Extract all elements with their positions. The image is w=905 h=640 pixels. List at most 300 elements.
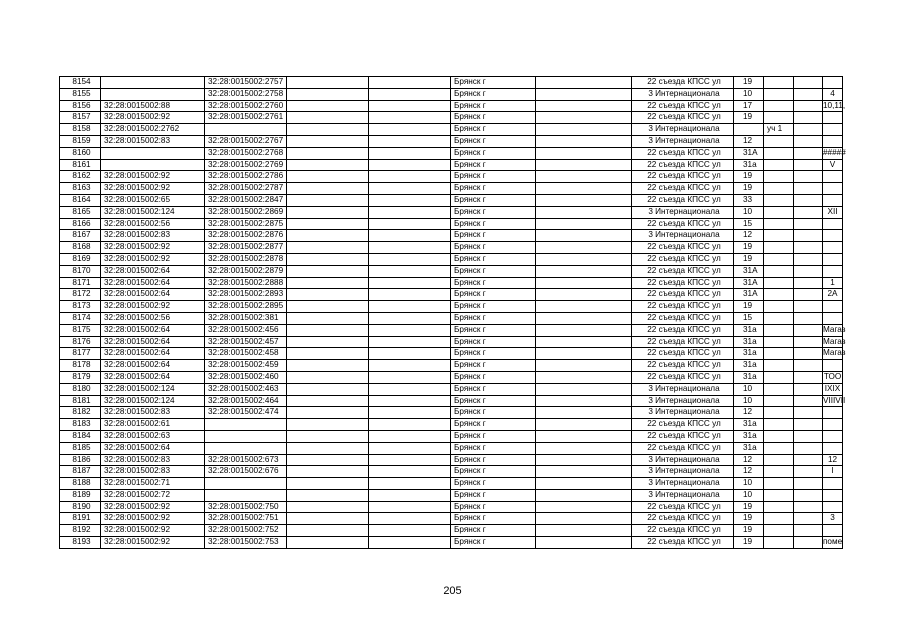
cell-col-11 [794, 489, 823, 501]
table-row [60, 265, 843, 277]
cell-house: 19 [734, 112, 764, 124]
cell-col-11 [794, 253, 823, 265]
cell-col-5 [369, 218, 451, 230]
cell-land-cadastral-number: 32:28:0015002:83 [101, 230, 205, 242]
cell-land-cadastral-number: 32:28:0015002:64 [101, 277, 205, 289]
cell-street: 22 съезда КПСС ул [632, 348, 734, 360]
cell-col-4 [287, 407, 369, 419]
cell-col-5 [369, 360, 451, 372]
cell-col-11 [794, 277, 823, 289]
cell-object-cadastral-number: 32:28:0015002:2893 [205, 289, 287, 301]
cell-house: 10 [734, 395, 764, 407]
cell-col-11 [794, 124, 823, 136]
table-row [60, 466, 843, 478]
cell-col-4 [287, 100, 369, 112]
cell-sub-unit [764, 537, 794, 549]
cell-premises [823, 430, 843, 442]
cell-col-4 [287, 218, 369, 230]
cell-col-7 [536, 183, 632, 195]
cell-house: 31а [734, 324, 764, 336]
cell-house: 12 [734, 466, 764, 478]
cell-house: 12 [734, 230, 764, 242]
cell-premises [823, 218, 843, 230]
cell-col-11 [794, 183, 823, 195]
cell-street: 3 Интернационала [632, 135, 734, 147]
cell-sub-unit [764, 194, 794, 206]
cell-sub-unit [764, 348, 794, 360]
cell-house: 19 [734, 253, 764, 265]
cell-city: Брянск г [451, 513, 536, 525]
cell-object-cadastral-number [205, 489, 287, 501]
cell-col-7 [536, 501, 632, 513]
cell-col-4 [287, 430, 369, 442]
cell-street: 22 съезда КПСС ул [632, 112, 734, 124]
cell-premises: ТОО [823, 371, 843, 383]
cell-object-cadastral-number: 32:28:0015002:673 [205, 454, 287, 466]
cell-land-cadastral-number: 32:28:0015002:64 [101, 289, 205, 301]
cell-land-cadastral-number: 32:28:0015002:83 [101, 407, 205, 419]
cell-street: 22 съезда КПСС ул [632, 371, 734, 383]
cell-land-cadastral-number: 32:28:0015002:64 [101, 324, 205, 336]
cell-col-4 [287, 454, 369, 466]
cell-col-4 [287, 112, 369, 124]
cell-row-number: 8180 [60, 383, 101, 395]
cell-city: Брянск г [451, 419, 536, 431]
cell-sub-unit [764, 277, 794, 289]
cell-city: Брянск г [451, 218, 536, 230]
cell-col-7 [536, 124, 632, 136]
cell-land-cadastral-number: 32:28:0015002:83 [101, 466, 205, 478]
cell-col-5 [369, 324, 451, 336]
cell-land-cadastral-number: 32:28:0015002:92 [101, 183, 205, 195]
cell-col-5 [369, 230, 451, 242]
cell-land-cadastral-number: 32:28:0015002:92 [101, 171, 205, 183]
cell-col-7 [536, 230, 632, 242]
cell-premises [823, 478, 843, 490]
table-row [60, 253, 843, 265]
cell-house: 31а [734, 442, 764, 454]
cell-house: 31а [734, 430, 764, 442]
cell-city: Брянск г [451, 501, 536, 513]
cell-house: 12 [734, 454, 764, 466]
cell-col-5 [369, 135, 451, 147]
cell-col-7 [536, 206, 632, 218]
cell-object-cadastral-number [205, 442, 287, 454]
cell-col-11 [794, 395, 823, 407]
cell-sub-unit [764, 442, 794, 454]
cell-city: Брянск г [451, 171, 536, 183]
cell-col-5 [369, 147, 451, 159]
cell-col-4 [287, 88, 369, 100]
cell-land-cadastral-number: 32:28:0015002:64 [101, 442, 205, 454]
cell-row-number: 8178 [60, 360, 101, 372]
cell-house: 19 [734, 242, 764, 254]
table-row [60, 312, 843, 324]
cell-city: Брянск г [451, 88, 536, 100]
cell-house: 19 [734, 183, 764, 195]
cell-col-11 [794, 77, 823, 89]
cell-col-4 [287, 501, 369, 513]
cell-col-11 [794, 88, 823, 100]
cell-col-11 [794, 206, 823, 218]
cell-col-7 [536, 537, 632, 549]
cell-street: 22 съезда КПСС ул [632, 147, 734, 159]
cell-premises: 10,11, [823, 100, 843, 112]
cell-premises: V [823, 159, 843, 171]
table-row [60, 371, 843, 383]
table-row [60, 88, 843, 100]
cell-land-cadastral-number: 32:28:0015002:124 [101, 383, 205, 395]
cell-row-number: 8171 [60, 277, 101, 289]
cell-house: 19 [734, 513, 764, 525]
cell-city: Брянск г [451, 194, 536, 206]
cell-city: Брянск г [451, 183, 536, 195]
cell-col-5 [369, 159, 451, 171]
table-row [60, 242, 843, 254]
table-row [60, 348, 843, 360]
cell-col-11 [794, 194, 823, 206]
cell-land-cadastral-number: 32:28:0015002:92 [101, 112, 205, 124]
cell-col-5 [369, 100, 451, 112]
cell-house: 15 [734, 312, 764, 324]
cell-house: 19 [734, 77, 764, 89]
table-row [60, 147, 843, 159]
cell-land-cadastral-number: 32:28:0015002:56 [101, 218, 205, 230]
cell-street: 22 съезда КПСС ул [632, 442, 734, 454]
cell-city: Брянск г [451, 525, 536, 537]
cell-col-5 [369, 395, 451, 407]
cell-city: Брянск г [451, 147, 536, 159]
cell-col-5 [369, 253, 451, 265]
cell-premises [823, 301, 843, 313]
cell-row-number: 8177 [60, 348, 101, 360]
cell-col-4 [287, 489, 369, 501]
cell-sub-unit [764, 312, 794, 324]
cell-col-4 [287, 419, 369, 431]
cell-row-number: 8166 [60, 218, 101, 230]
cell-sub-unit [764, 395, 794, 407]
cell-col-11 [794, 360, 823, 372]
cell-col-7 [536, 194, 632, 206]
cell-land-cadastral-number: 32:28:0015002:2762 [101, 124, 205, 136]
cell-sub-unit [764, 159, 794, 171]
cell-col-5 [369, 383, 451, 395]
cell-col-5 [369, 289, 451, 301]
cell-premises [823, 112, 843, 124]
cell-object-cadastral-number: 32:28:0015002:459 [205, 360, 287, 372]
table-row [60, 324, 843, 336]
cell-col-7 [536, 112, 632, 124]
cell-house: 31А [734, 265, 764, 277]
cell-premises [823, 171, 843, 183]
cell-object-cadastral-number [205, 478, 287, 490]
table-row [60, 206, 843, 218]
cell-sub-unit [764, 253, 794, 265]
cell-sub-unit [764, 265, 794, 277]
cell-col-11 [794, 407, 823, 419]
table-row [60, 537, 843, 549]
cell-street: 3 Интернационала [632, 230, 734, 242]
cell-premises [823, 194, 843, 206]
cell-row-number: 8164 [60, 194, 101, 206]
cell-row-number: 8158 [60, 124, 101, 136]
cell-house: 31а [734, 336, 764, 348]
cell-sub-unit [764, 135, 794, 147]
cell-land-cadastral-number: 32:28:0015002:64 [101, 336, 205, 348]
cell-col-4 [287, 525, 369, 537]
cell-street: 22 съезда КПСС ул [632, 419, 734, 431]
cell-object-cadastral-number: 32:28:0015002:753 [205, 537, 287, 549]
cell-city: Брянск г [451, 466, 536, 478]
cell-premises: Магаз [823, 348, 843, 360]
cell-premises [823, 360, 843, 372]
cell-sub-unit [764, 289, 794, 301]
table-row [60, 478, 843, 490]
cell-object-cadastral-number: 32:28:0015002:750 [205, 501, 287, 513]
table-row [60, 289, 843, 301]
cell-object-cadastral-number: 32:28:0015002:457 [205, 336, 287, 348]
cell-land-cadastral-number [101, 88, 205, 100]
cell-city: Брянск г [451, 489, 536, 501]
cell-premises [823, 312, 843, 324]
cell-col-11 [794, 171, 823, 183]
cell-col-11 [794, 112, 823, 124]
cell-col-4 [287, 147, 369, 159]
cell-object-cadastral-number: 32:28:0015002:2786 [205, 171, 287, 183]
cell-col-11 [794, 289, 823, 301]
cell-row-number: 8189 [60, 489, 101, 501]
cell-row-number: 8173 [60, 301, 101, 313]
table-row [60, 100, 843, 112]
cell-house: 31а [734, 360, 764, 372]
cell-row-number: 8184 [60, 430, 101, 442]
cell-sub-unit [764, 360, 794, 372]
cell-premises [823, 442, 843, 454]
cell-col-5 [369, 206, 451, 218]
cell-sub-unit [764, 336, 794, 348]
cell-col-11 [794, 242, 823, 254]
cell-premises [823, 124, 843, 136]
cell-sub-unit [764, 407, 794, 419]
cell-city: Брянск г [451, 206, 536, 218]
cell-street: 22 съезда КПСС ул [632, 525, 734, 537]
cell-object-cadastral-number: 32:28:0015002:2876 [205, 230, 287, 242]
cell-premises [823, 501, 843, 513]
table-row [60, 395, 843, 407]
cell-object-cadastral-number: 32:28:0015002:2888 [205, 277, 287, 289]
cell-object-cadastral-number: 32:28:0015002:458 [205, 348, 287, 360]
cell-premises [823, 265, 843, 277]
cell-col-4 [287, 124, 369, 136]
cell-object-cadastral-number: 32:28:0015002:2847 [205, 194, 287, 206]
cell-street: 22 съезда КПСС ул [632, 194, 734, 206]
table-row [60, 419, 843, 431]
cell-land-cadastral-number: 32:28:0015002:72 [101, 489, 205, 501]
cell-col-11 [794, 336, 823, 348]
cell-land-cadastral-number: 32:28:0015002:63 [101, 430, 205, 442]
cell-row-number: 8191 [60, 513, 101, 525]
cell-house: 10 [734, 88, 764, 100]
cell-premises: 4 [823, 88, 843, 100]
cell-house: 19 [734, 171, 764, 183]
cell-col-5 [369, 466, 451, 478]
cell-col-11 [794, 312, 823, 324]
cell-col-11 [794, 265, 823, 277]
cell-col-5 [369, 265, 451, 277]
cell-premises [823, 525, 843, 537]
table-row [60, 194, 843, 206]
cell-object-cadastral-number [205, 430, 287, 442]
cell-row-number: 8192 [60, 525, 101, 537]
cell-col-7 [536, 171, 632, 183]
cell-object-cadastral-number [205, 419, 287, 431]
cell-land-cadastral-number: 32:28:0015002:65 [101, 194, 205, 206]
cell-land-cadastral-number [101, 147, 205, 159]
cell-row-number: 8181 [60, 395, 101, 407]
cell-col-4 [287, 135, 369, 147]
cell-premises: поме [823, 537, 843, 549]
table-row [60, 112, 843, 124]
cell-col-4 [287, 265, 369, 277]
cell-col-11 [794, 442, 823, 454]
cell-col-5 [369, 194, 451, 206]
cell-city: Брянск г [451, 289, 536, 301]
cell-col-4 [287, 77, 369, 89]
cell-col-11 [794, 218, 823, 230]
cell-object-cadastral-number: 32:28:0015002:463 [205, 383, 287, 395]
cell-premises: 2А [823, 289, 843, 301]
cell-col-5 [369, 371, 451, 383]
cell-object-cadastral-number: 32:28:0015002:2768 [205, 147, 287, 159]
cell-city: Брянск г [451, 454, 536, 466]
cell-land-cadastral-number: 32:28:0015002:92 [101, 301, 205, 313]
cell-house: 31а [734, 371, 764, 383]
cell-row-number: 8162 [60, 171, 101, 183]
cell-house: 31А [734, 277, 764, 289]
cell-sub-unit [764, 171, 794, 183]
cell-premises: IXIX [823, 383, 843, 395]
cell-land-cadastral-number [101, 77, 205, 89]
cell-row-number: 8193 [60, 537, 101, 549]
cell-col-7 [536, 407, 632, 419]
cell-premises [823, 407, 843, 419]
cell-row-number: 8165 [60, 206, 101, 218]
cell-land-cadastral-number: 32:28:0015002:64 [101, 348, 205, 360]
cell-premises: Магаз [823, 324, 843, 336]
cell-col-4 [287, 537, 369, 549]
cell-sub-unit [764, 371, 794, 383]
cell-col-5 [369, 478, 451, 490]
cell-row-number: 8186 [60, 454, 101, 466]
cell-col-4 [287, 336, 369, 348]
cell-city: Брянск г [451, 230, 536, 242]
cell-col-7 [536, 336, 632, 348]
cell-col-4 [287, 277, 369, 289]
cell-sub-unit [764, 466, 794, 478]
table-row [60, 407, 843, 419]
cell-col-7 [536, 88, 632, 100]
cell-city: Брянск г [451, 537, 536, 549]
cell-premises [823, 242, 843, 254]
cell-sub-unit [764, 206, 794, 218]
cell-house: 19 [734, 537, 764, 549]
cell-street: 22 съезда КПСС ул [632, 100, 734, 112]
cell-land-cadastral-number: 32:28:0015002:92 [101, 537, 205, 549]
cell-street: 22 съезда КПСС ул [632, 501, 734, 513]
cell-col-11 [794, 383, 823, 395]
table-row [60, 124, 843, 136]
cell-col-4 [287, 442, 369, 454]
cell-col-11 [794, 430, 823, 442]
cell-col-7 [536, 466, 632, 478]
cell-city: Брянск г [451, 253, 536, 265]
cell-street: 22 съезда КПСС ул [632, 242, 734, 254]
cell-street: 22 съезда КПСС ул [632, 171, 734, 183]
cell-city: Брянск г [451, 336, 536, 348]
cell-col-5 [369, 242, 451, 254]
cell-row-number: 8175 [60, 324, 101, 336]
cell-row-number: 8176 [60, 336, 101, 348]
table-row [60, 336, 843, 348]
cell-street: 3 Интернационала [632, 454, 734, 466]
cell-object-cadastral-number: 32:28:0015002:2769 [205, 159, 287, 171]
cell-row-number: 8182 [60, 407, 101, 419]
cell-land-cadastral-number: 32:28:0015002:83 [101, 454, 205, 466]
cell-col-11 [794, 100, 823, 112]
cell-land-cadastral-number [101, 159, 205, 171]
cell-col-5 [369, 537, 451, 549]
cell-street: 3 Интернационала [632, 489, 734, 501]
cell-land-cadastral-number: 32:28:0015002:61 [101, 419, 205, 431]
cell-city: Брянск г [451, 371, 536, 383]
cell-sub-unit [764, 513, 794, 525]
cell-sub-unit [764, 242, 794, 254]
cell-sub-unit: уч 1 [764, 124, 794, 136]
cell-street: 22 съезда КПСС ул [632, 159, 734, 171]
cell-land-cadastral-number: 32:28:0015002:92 [101, 525, 205, 537]
cell-street: 3 Интернационала [632, 466, 734, 478]
cell-object-cadastral-number: 32:28:0015002:2877 [205, 242, 287, 254]
cell-street: 22 съезда КПСС ул [632, 301, 734, 313]
cell-col-7 [536, 454, 632, 466]
cell-sub-unit [764, 419, 794, 431]
cell-object-cadastral-number: 32:28:0015002:2758 [205, 88, 287, 100]
cell-col-4 [287, 230, 369, 242]
cell-col-5 [369, 171, 451, 183]
cell-sub-unit [764, 218, 794, 230]
cell-object-cadastral-number: 32:28:0015002:2757 [205, 77, 287, 89]
table-row [60, 360, 843, 372]
cell-house: 19 [734, 525, 764, 537]
cell-col-7 [536, 277, 632, 289]
cell-row-number: 8172 [60, 289, 101, 301]
cell-col-7 [536, 442, 632, 454]
cell-row-number: 8161 [60, 159, 101, 171]
cell-col-4 [287, 194, 369, 206]
cell-col-11 [794, 466, 823, 478]
cell-col-11 [794, 301, 823, 313]
cell-row-number: 8168 [60, 242, 101, 254]
cell-street: 3 Интернационала [632, 395, 734, 407]
cell-house: 10 [734, 478, 764, 490]
cell-city: Брянск г [451, 159, 536, 171]
cell-col-7 [536, 253, 632, 265]
cell-house: 19 [734, 501, 764, 513]
cell-col-5 [369, 419, 451, 431]
cell-row-number: 8160 [60, 147, 101, 159]
cell-premises [823, 230, 843, 242]
cell-row-number: 8179 [60, 371, 101, 383]
